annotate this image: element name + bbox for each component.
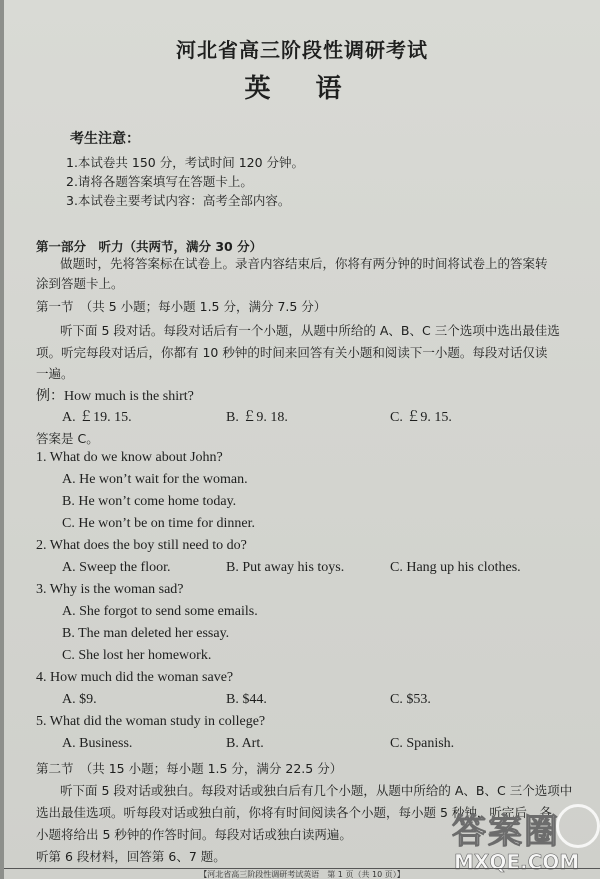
question-2: 2. What does the boy still need to do? xyxy=(36,538,247,553)
question-1: 1. What do we know about John? xyxy=(36,450,223,465)
exam-page xyxy=(4,0,600,879)
question-5-option-a: A. Business. xyxy=(62,736,133,751)
example-option-b: B. ￡9. 18. xyxy=(226,410,288,425)
page-footer: 【河北省高三阶段性调研考试英语 第 1 页（共 10 页）】 xyxy=(4,868,600,879)
example-question: 例：How much is the shirt? xyxy=(36,389,194,404)
section1-instr-line3: 一遍。 xyxy=(36,366,74,381)
example-option-a: A. ￡19. 15. xyxy=(62,410,132,425)
question-1-option-a: A. He won’t wait for the woman. xyxy=(62,472,248,487)
notice-item-3: 3.本试卷主要考试内容：高考全部内容。 xyxy=(66,193,291,208)
section2-instr-line2: 选出最佳选项。听每段对话或独白前，你将有时间阅读各个小题，每小题 5 秒钟，听完后，各 xyxy=(36,805,552,820)
question-5-option-c: C. Spanish. xyxy=(390,736,455,751)
example-answer: 答案是 C。 xyxy=(36,431,99,446)
example-option-c: C. ￡9. 15. xyxy=(390,410,452,425)
watermark-url: MXQE.COM xyxy=(454,850,580,874)
subject-title: 英 语 xyxy=(244,74,360,104)
question-4-option-b: B. $44. xyxy=(226,692,267,707)
question-5-option-b: B. Art. xyxy=(226,736,264,751)
question-4-option-a: A. $9. xyxy=(62,692,97,707)
notice-item-2: 2.请将各题答案填写在答题卡上。 xyxy=(66,174,253,189)
notice-heading: 考生注意： xyxy=(70,131,140,147)
part1-intro-line1: 做题时，先将答案标在试卷上。录音内容结束后，你将有两分钟的时间将试卷上的答案转 xyxy=(60,256,548,271)
question-4: 4. How much did the woman save? xyxy=(36,670,234,685)
part1-intro-line2: 涂到答题卡上。 xyxy=(36,276,124,291)
question-2-option-c: C. Hang up his clothes. xyxy=(390,560,521,575)
notice-item-1: 1.本试卷共 150 分，考试时间 120 分钟。 xyxy=(66,155,305,170)
part1-heading: 第一部分 听力（共两节，满分 30 分） xyxy=(36,239,263,254)
section2-heading: 第二节 （共 15 小题；每小题 1.5 分，满分 22.5 分） xyxy=(36,761,343,776)
section1-instr-line2: 项。听完每段对话后，你都有 10 秒钟的时间来回答有关小题和阅读下一小题。每段对话仅读 xyxy=(36,345,548,360)
question-3-option-a: A. She forgot to send some emails. xyxy=(62,604,258,619)
question-2-option-b: B. Put away his toys. xyxy=(226,560,345,575)
question-3-option-c: C. She lost her homework. xyxy=(62,648,212,663)
section1-heading: 第一节 （共 5 小题；每小题 1.5 分，满分 7.5 分） xyxy=(36,299,327,314)
question-5: 5. What did the woman study in college? xyxy=(36,714,266,729)
question-3-option-b: B. The man deleted her essay. xyxy=(62,626,230,641)
show-through-text xyxy=(304,20,594,620)
question-4-option-c: C. $53. xyxy=(390,692,431,707)
watermark-circle xyxy=(556,804,600,848)
question-1-option-c: C. He won’t be on time for dinner. xyxy=(62,516,255,531)
exam-title: 河北省高三阶段性调研考试 xyxy=(176,38,428,62)
section1-instr-line1: 听下面 5 段对话。每段对话后有一个小题，从题中所给的 A、B、C 三个选项中选出最佳选 xyxy=(60,323,560,338)
question-1-option-b: B. He won’t come home today. xyxy=(62,494,237,509)
question-2-option-a: A. Sweep the floor. xyxy=(62,560,171,575)
section2-instr-line1: 听下面 5 段对话或独白。每段对话或独白后有几个小题，从题中所给的 A、B、C 三个选项中 xyxy=(60,783,573,798)
watermark-logo xyxy=(448,800,598,876)
watermark-brand: 答案圈 xyxy=(452,812,560,852)
section2-material: 听第 6 段材料，回答第 6、7 题。 xyxy=(36,849,226,864)
question-3: 3. Why is the woman sad? xyxy=(36,582,184,597)
section2-instr-line3: 小题将给出 5 秒钟的作答时间。每段对话或独白读两遍。 xyxy=(36,827,352,842)
